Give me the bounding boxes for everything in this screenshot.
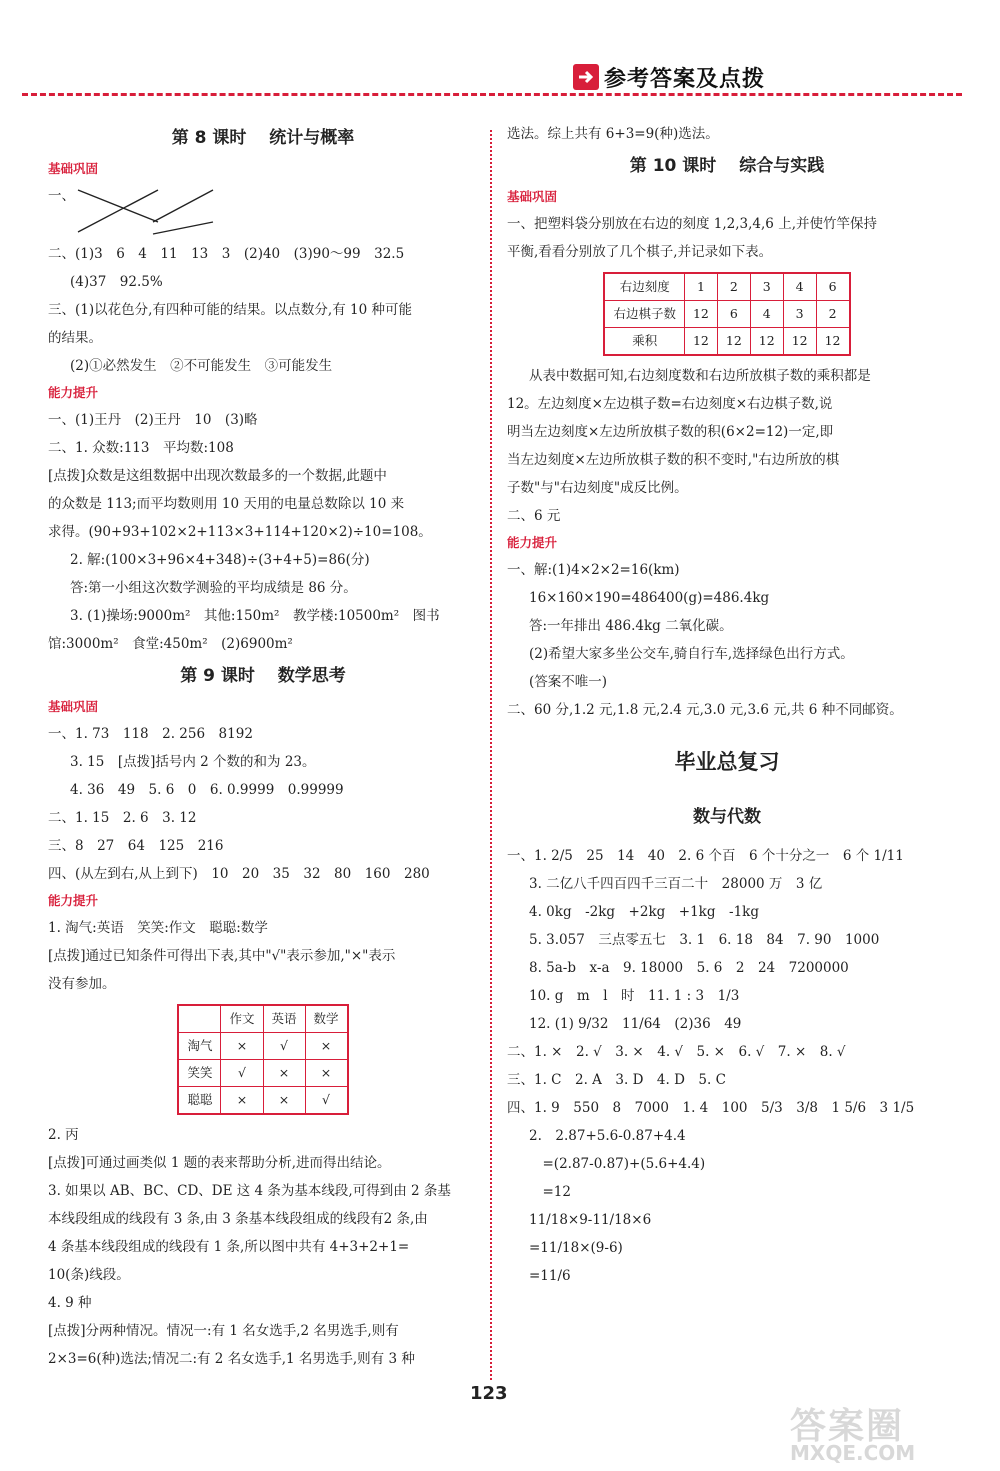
table-cell: × [221, 1087, 263, 1115]
table-cell: 12 [783, 328, 816, 356]
matching-line [153, 190, 213, 222]
watermark-logo: 答案圈 [790, 1406, 905, 1447]
left-column [48, 120, 478, 1373]
subchapter-title: 数与代数 [693, 807, 761, 827]
answer-line: 3. 二亿八千四百四千三百二十 28000 万 3 亿 [529, 876, 823, 892]
answer-line: 4 条基本线段组成的线段有 1 条,所以图中共有 4+3+2+1= [48, 1239, 410, 1255]
answer-line: 12. (1) 9/32 11/64 (2)36 49 [529, 1016, 742, 1032]
page-number: 123 [470, 1383, 508, 1404]
answer-line: 8. 5a-b x-a 9. 18000 5. 6 2 24 7200000 [529, 960, 849, 976]
answer-line: 二、1. 15 2. 6 3. 12 [48, 810, 197, 826]
answer-line: 从表中数据可知,右边刻度数和右边所放棋子数的乘积都是 [529, 368, 871, 384]
matching-line [78, 190, 158, 222]
table-cell: 作文 [221, 1005, 263, 1033]
answer-line: 4. 9 种 [48, 1295, 92, 1311]
table-cell: 12 [684, 301, 717, 328]
table-cell: × [263, 1087, 305, 1115]
table-cell: 6 [717, 301, 750, 328]
answer-line: 4. 0kg -2kg +2kg +1kg -1kg [529, 904, 759, 920]
matching-lines-diagram [73, 182, 223, 242]
answer-line: =11/18×(9-6) [529, 1240, 623, 1256]
answer-line: 的众数是 113;而平均数则用 10 天用的电量总数除以 10 来 [48, 496, 405, 512]
section-label: 能力提升 [507, 535, 558, 550]
answer-line: =12 [529, 1184, 571, 1200]
matching-line [78, 190, 158, 232]
table-cell: √ [263, 1033, 305, 1060]
answer-line: =11/6 [529, 1268, 571, 1284]
answer-line: [点拨]通过已知条件可得出下表,其中"√"表示参加,"×"表示 [48, 948, 396, 964]
answer-line: 一、把塑料袋分别放在右边的刻度 1,2,3,4,6 上,并使竹竿保持 [507, 216, 877, 232]
header-title: 参考答案及点拨 [604, 67, 766, 92]
matching-line [153, 222, 213, 234]
table-cell: 4 [750, 301, 783, 328]
table-cell: 12 [717, 328, 750, 356]
answer-line: 11/18×9-11/18×6 [529, 1212, 652, 1228]
answer-line: 2. 解:(100×3+96×4+348)÷(3+4+5)=86(分) [70, 552, 370, 568]
table-cell: 4 [783, 273, 816, 301]
answer-line: 一、(1)王丹 (2)王丹 10 (3)略 [48, 412, 258, 428]
lesson-heading: 第 10 课时 综合与实践 [629, 156, 825, 176]
table-cell: 右边刻度 [604, 273, 684, 301]
section-label: 能力提升 [48, 385, 99, 400]
table-cell: 12 [816, 328, 849, 356]
answer-line: 没有参加。 [48, 976, 116, 992]
answer-line: (2)希望大家多坐公交车,骑自行车,选择绿色出行方式。 [529, 646, 854, 662]
answer-line: 一、1. 2/5 25 14 40 2. 6 个百 6 个十分之一 6 个 1/11 [507, 848, 904, 864]
answer-line: 10(条)线段。 [48, 1267, 130, 1283]
table-cell: 2 [816, 301, 849, 328]
table-cell: × [263, 1060, 305, 1087]
table-cell: 聪聪 [178, 1087, 221, 1115]
table-cell: 2 [717, 273, 750, 301]
answer-line: 子数"与"右边刻度"成反比例。 [507, 480, 688, 496]
answer-line: 三、(1)以花色分,有四种可能的结果。以点数分,有 10 种可能 [48, 302, 412, 318]
table-row [604, 328, 849, 356]
table-cell: × [221, 1033, 263, 1060]
table-cell: 英语 [263, 1005, 305, 1033]
answer-line: [点拨]众数是这组数据中出现次数最多的一个数据,此题中 [48, 468, 387, 484]
lesson-heading: 第 9 课时 数学思考 [180, 666, 346, 686]
arrow-right-icon [573, 64, 599, 90]
table-cell: 数学 [305, 1005, 348, 1033]
answer-line: 当左边刻度×左边所放棋子数的积不变时,"右边所放的棋 [507, 452, 840, 468]
answer-line: 四、1. 9 550 8 7000 1. 4 100 5/3 3/8 1 5/6 3 1/5 [507, 1100, 915, 1116]
answer-line: 2. 丙 [48, 1127, 79, 1143]
answer-line: 12。左边刻度×左边棋子数=右边刻度×右边棋子数,说 [507, 396, 833, 412]
page-header [0, 60, 1000, 100]
answer-line: 的结果。 [48, 330, 102, 346]
answer-line: [点拨]分两种情况。情况一:有 1 名女选手,2 名男选手,则有 [48, 1323, 399, 1339]
table-row [178, 1005, 347, 1033]
table-row [178, 1033, 347, 1060]
table-row [604, 273, 849, 301]
answer-line: 选法。综上共有 6+3=9(种)选法。 [507, 126, 719, 142]
answer-line: 求得。(90+93+102×2+113×3+114+120×2)÷10=108。 [48, 524, 432, 540]
participation-table [177, 1004, 348, 1115]
table-cell: 6 [816, 273, 849, 301]
answer-line: 2×3=6(种)选法;情况二:有 2 名女选手,1 名男选手,则有 3 种 [48, 1351, 415, 1367]
answer-line: 一、 [48, 182, 478, 240]
answer-line: 二、60 分,1.2 元,1.8 元,2.4 元,3.0 元,3.6 元,共 6 种不同邮资。 [507, 702, 903, 718]
table-cell: 12 [684, 328, 717, 356]
answer-line: 一、1. 73 118 2. 256 8192 [48, 726, 253, 742]
answer-line: 馆:3000m² 食堂:450m² (2)6900m² [48, 636, 293, 652]
answer-line: 3. 如果以 AB、BC、CD、DE 这 4 条为基本线段,可得到由 2 条基 [48, 1183, 451, 1199]
answer-line: 5. 3.057 三点零五七 3. 1 6. 18 84 7. 90 1000 [529, 932, 880, 948]
answer-line: 明当左边刻度×左边所放棋子数的积(6×2=12)一定,即 [507, 424, 834, 440]
answer-line: =(2.87-0.87)+(5.6+4.4) [529, 1156, 706, 1172]
watermark [790, 1398, 980, 1468]
answer-line: 答:一年排出 486.4kg 二氧化碳。 [529, 618, 733, 634]
table-cell: × [305, 1060, 348, 1087]
answer-line: (4)37 92.5% [70, 274, 163, 290]
section-label: 基础巩固 [48, 699, 99, 714]
table-cell: 3 [750, 273, 783, 301]
answer-line: 16×160×190=486400(g)=486.4kg [529, 590, 770, 606]
balance-table [603, 272, 850, 356]
answer-line: (答案不唯一) [529, 674, 608, 690]
answer-line: 平衡,看看分别放了几个棋子,并记录如下表。 [507, 244, 773, 260]
table-cell: × [305, 1033, 348, 1060]
table-row [604, 301, 849, 328]
section-label: 能力提升 [48, 893, 99, 908]
section-label: 基础巩固 [507, 189, 558, 204]
answer-line: 一、解:(1)4×2×2=16(km) [507, 562, 680, 578]
table-cell: 1 [684, 273, 717, 301]
table-row [178, 1087, 347, 1115]
answer-line: 三、1. C 2. A 3. D 4. D 5. C [507, 1072, 726, 1088]
table-cell: √ [221, 1060, 263, 1087]
table-cell: 3 [783, 301, 816, 328]
answer-line: 四、(从左到右,从上到下) 10 20 35 32 80 160 280 [48, 866, 430, 882]
table-cell: √ [305, 1087, 348, 1115]
answer-line: 二、(1)3 6 4 11 13 3 (2)40 (3)90～99 32.5 [48, 246, 405, 262]
answer-line: 二、1. 众数:113 平均数:108 [48, 440, 234, 456]
table-cell: 12 [750, 328, 783, 356]
answer-line: (2)①必然发生 ②不可能发生 ③可能发生 [70, 358, 333, 374]
answer-line: 三、8 27 64 125 216 [48, 838, 224, 854]
section-label: 基础巩固 [48, 161, 99, 176]
table-row [178, 1060, 347, 1087]
answer-line: 二、1. × 2. √ 3. × 4. √ 5. × 6. √ 7. × 8. √ [507, 1044, 846, 1060]
lesson-heading: 第 8 课时 统计与概率 [171, 128, 355, 148]
table-cell: 右边棋子数 [604, 301, 684, 328]
answer-line: 二、6 元 [507, 508, 561, 524]
answer-line: 1. 淘气:英语 笑笑:作文 聪聪:数学 [48, 920, 268, 936]
table-cell: 笑笑 [178, 1060, 221, 1087]
header-divider [22, 93, 962, 96]
answer-line: 答:第一小组这次数学测验的平均成绩是 86 分。 [70, 580, 357, 596]
watermark-url: MXQE.COM [790, 1441, 916, 1465]
column-divider [490, 130, 492, 1380]
answer-line: [点拨]可通过画类似 1 题的表来帮助分析,进而得出结论。 [48, 1155, 391, 1171]
table-cell: 淘气 [178, 1033, 221, 1060]
answer-line: 本线段组成的线段有 3 条,由 3 条基本线段组成的线段有2 条,由 [48, 1211, 428, 1227]
answer-line: 4. 36 49 5. 6 0 6. 0.9999 0.99999 [70, 782, 344, 798]
answer-line: 3. (1)操场:9000m² 其他:150m² 教学楼:10500m² 图书 [70, 608, 440, 624]
answer-line: 3. 15 [点拨]括号内 2 个数的和为 23。 [70, 754, 316, 770]
answer-line: 10. g m l 时 11. 1 : 3 1/3 [529, 988, 740, 1004]
chapter-title: 毕业总复习 [674, 750, 780, 774]
table-cell: 乘积 [604, 328, 684, 356]
table-cell [178, 1005, 221, 1033]
answer-line: 2. 2.87+5.6-0.87+4.4 [529, 1128, 686, 1144]
right-column [507, 120, 947, 1290]
